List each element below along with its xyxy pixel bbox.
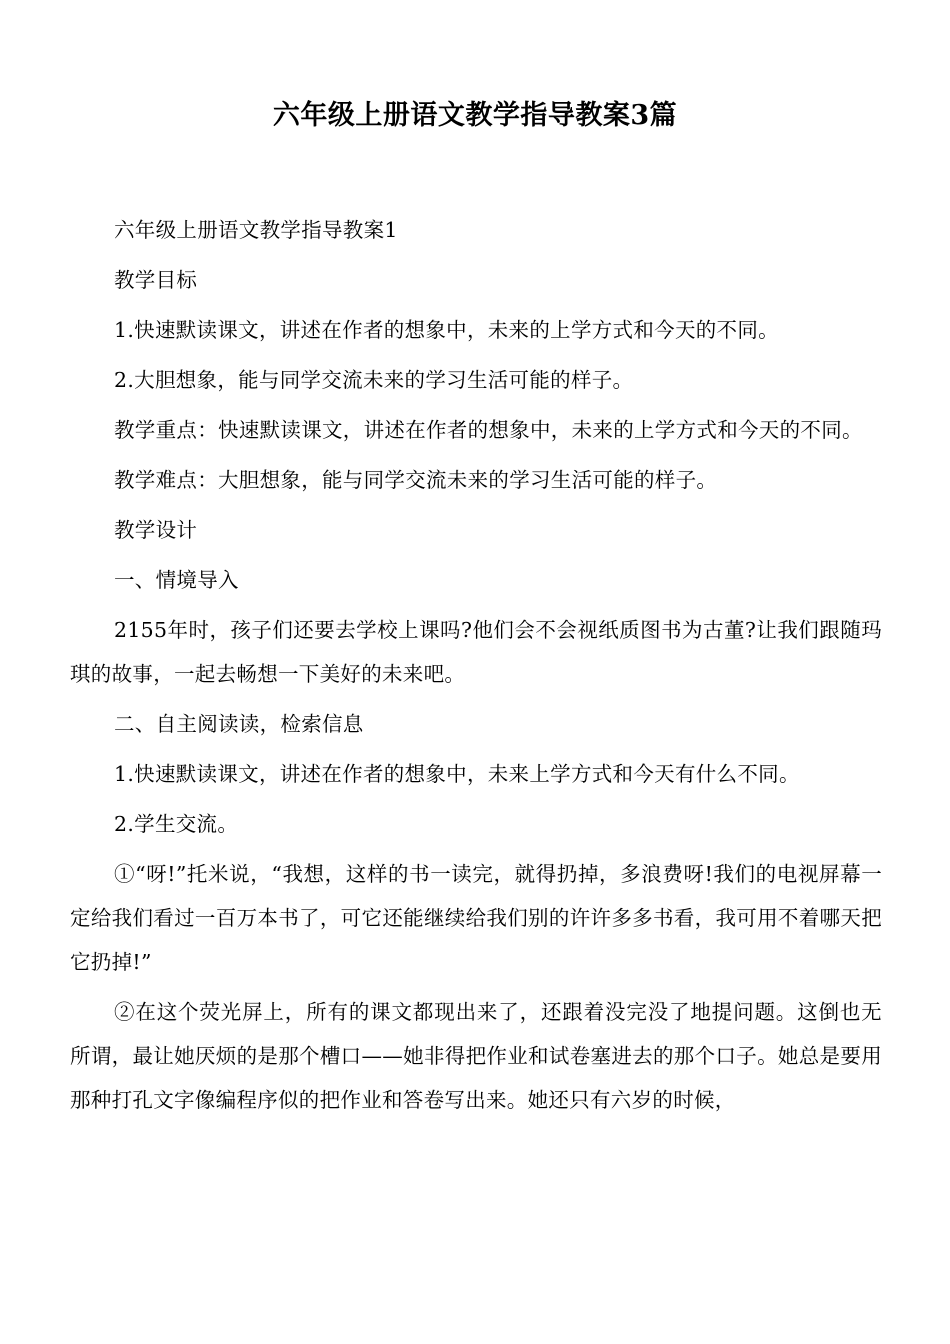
subheading-objectives: 教学目标 <box>114 268 198 292</box>
document-title: 六年级上册语文教学指导教案3篇 <box>272 100 678 131</box>
list-item: 2.学生交流。 <box>114 812 239 836</box>
difficulty-paragraph: 教学难点：大胆想象，能与同学交流未来的学习生活可能的样子。 <box>114 468 718 492</box>
quote-paragraph: ②在这个荧光屏上，所有的课文都现出来了，还跟着没完没了地提问题。这倒也无所谓，最让她厌烦的是那个槽口——她非得把作业和试卷塞进去的那个口子。她总是要用那种打孔文字像编程序似的把作业和答卷写出来。她还只有六岁的时候， <box>70 1000 882 1112</box>
section-heading: 六年级上册语文教学指导教案1 <box>114 218 398 242</box>
step-heading: 一、情境导入 <box>114 568 239 592</box>
key-point-paragraph: 教学重点：快速默读课文，讲述在作者的想象中，未来的上学方式和今天的不同。 <box>114 418 863 442</box>
body-paragraph: 2155年时，孩子们还要去学校上课吗?他们会不会视纸质图书为古董?让我们跟随玛琪的故事，一起去畅想一下美好的未来吧。 <box>70 618 882 686</box>
list-item: 1.快速默读课文，讲述在作者的想象中，未来上学方式和今天有什么不同。 <box>114 762 800 786</box>
objective-item: 2.大胆想象，能与同学交流未来的学习生活可能的样子。 <box>114 368 634 392</box>
step-heading: 二、自主阅读读，检索信息 <box>114 712 364 736</box>
document-body <box>70 208 882 1128</box>
subheading-design: 教学设计 <box>114 518 198 542</box>
quote-paragraph: ①“呀!”托米说，“我想，这样的书一读完，就得扔掉，多浪费呀!我们的电视屏幕一定给我们看过一百万本书了，可它还能继续给我们别的许许多多书看，我可用不着哪天把它扔掉!” <box>70 862 882 974</box>
objective-item: 1.快速默读课文，讲述在作者的想象中，未来的上学方式和今天的不同。 <box>114 318 779 342</box>
